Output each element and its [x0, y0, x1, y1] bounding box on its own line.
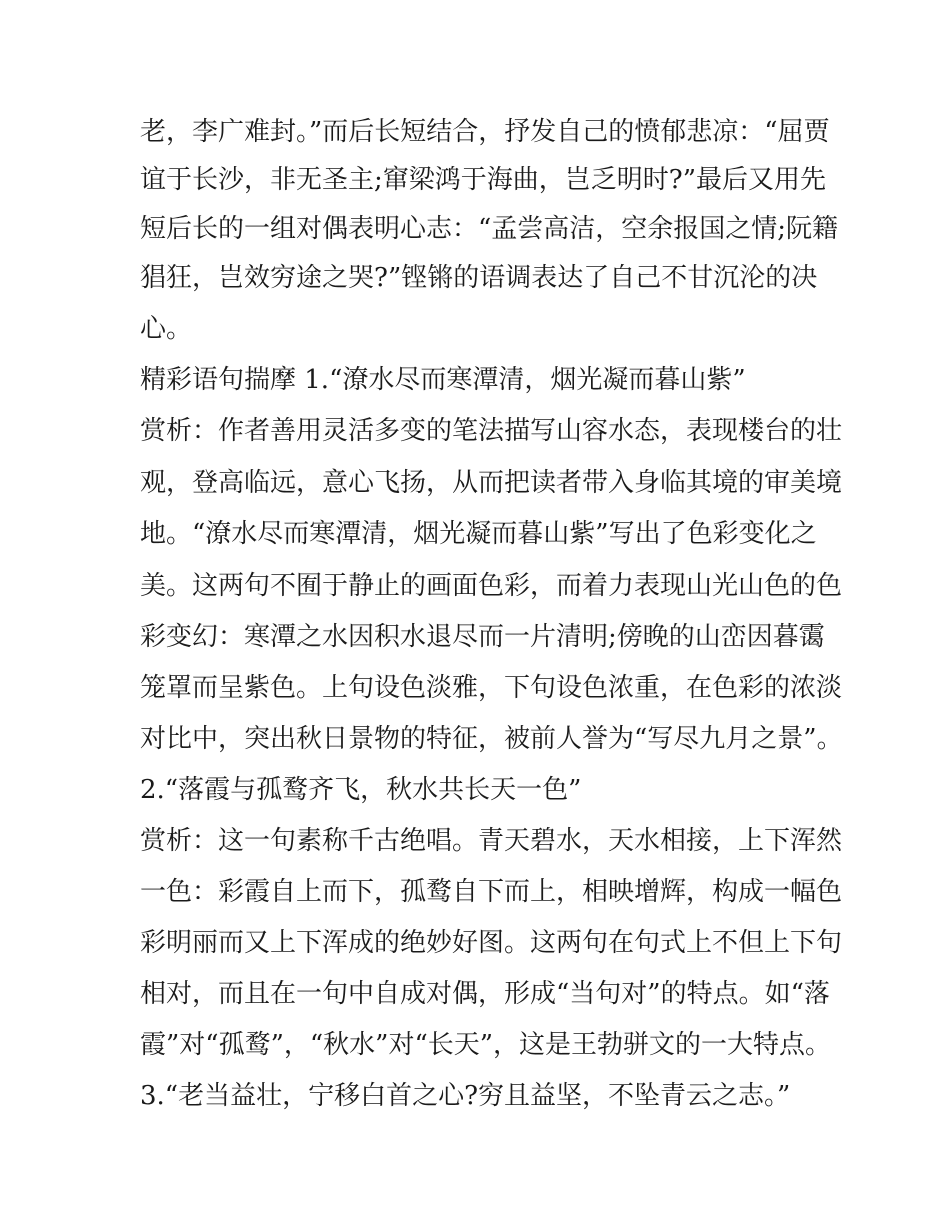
text-line: 观，登高临远，意心飞扬，从而把读者带入身临其境的审美境 — [140, 468, 843, 498]
text-line: 心。 — [140, 314, 193, 344]
text-line: 赏析：作者善用灵活多变的笔法描写山容水态，表现楼台的壮 — [140, 416, 843, 446]
text-line: 猖狂，岂效穷途之哭?”铿锵的语调表达了自己不甘沉沦的决 — [140, 263, 818, 293]
text-line: 对比中，突出秋日景物的特征，被前人誉为“写尽九月之景”。 — [140, 724, 843, 754]
text-line: 短后长的一组对偶表明心志：“孟尝高洁，空余报国之情;阮籍 — [140, 214, 839, 244]
text-line: 老，李广难封。”而后长短结合，抒发自己的愤郁悲凉：“屈贾 — [140, 117, 830, 147]
text-line: 彩变幻：寒潭之水因积水退尽而一片清明;傍晚的山峦因暮霭 — [140, 622, 825, 652]
section-heading: 精彩语句揣摩 1.“潦水尽而寒潭清，烟光凝而暮山紫” — [140, 365, 746, 395]
text-line: 彩明丽而又上下浑成的绝妙好图。这两句在句式上不但上下句 — [140, 928, 843, 958]
quote-heading: 2.“落霞与孤鹜齐飞，秋水共长天一色” — [140, 775, 582, 805]
text-line: 笼罩而呈紫色。上句设色淡雅，下句设色浓重，在色彩的浓淡 — [140, 673, 843, 703]
quote-heading: 3.“老当益壮，宁移白首之心?穷且益坚，不坠青云之志。” — [140, 1081, 791, 1111]
text-line: 一色：彩霞自上而下，孤鹜自下而上，相映增辉，构成一幅色 — [140, 877, 843, 907]
text-line: 相对，而且在一句中自成对偶，形成“当句对”的特点。如“落 — [140, 979, 830, 1009]
text-line: 霞”对“孤鹜”，“秋水”对“长天”，这是王勃骈文的一大特点。 — [140, 1030, 832, 1060]
text-line: 美。这两句不囿于静止的画面色彩，而着力表现山光山色的色 — [140, 571, 843, 601]
text-line: 地。“潦水尽而寒潭清，烟光凝而暮山紫”写出了色彩变化之 — [140, 519, 817, 549]
text-line: 谊于长沙，非无圣主;窜梁鸿于海曲，岂乏明时?”最后又用先 — [140, 165, 826, 195]
text-line: 赏析：这一句素称千古绝唱。青天碧水，天水相接，上下浑然 — [140, 826, 843, 856]
